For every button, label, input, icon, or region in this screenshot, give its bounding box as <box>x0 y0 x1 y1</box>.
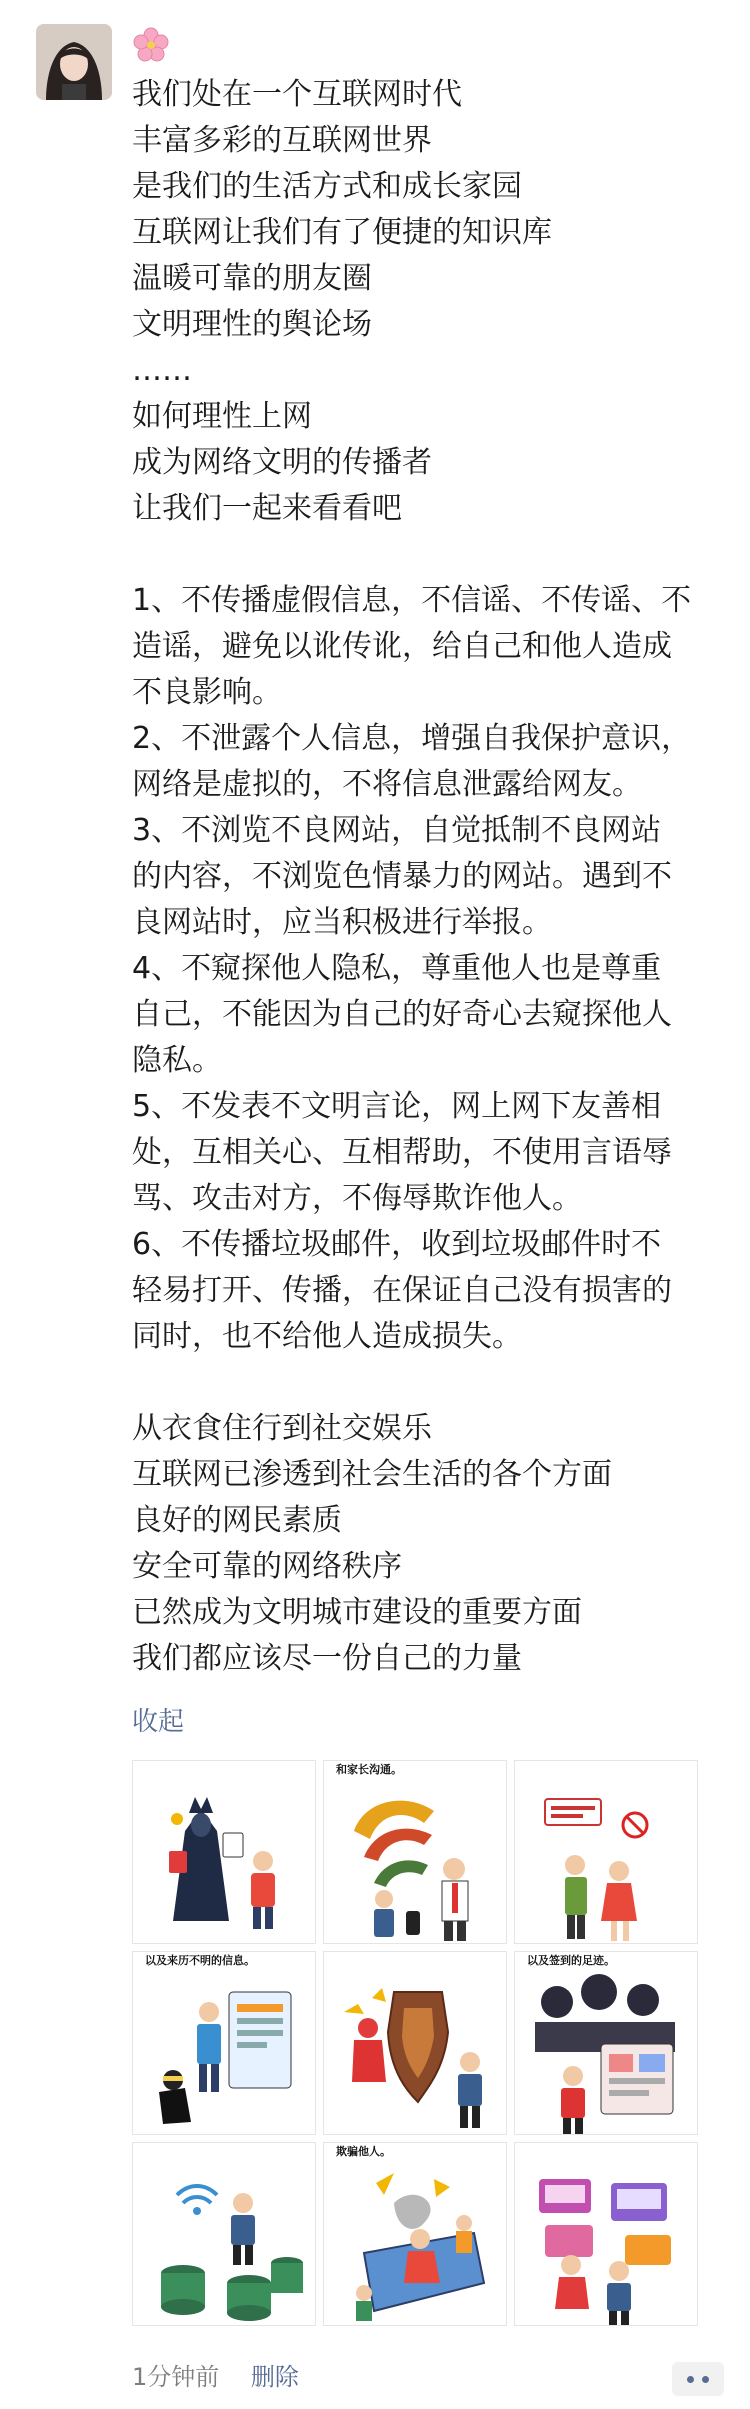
rule-line: 网络是虚拟的，不将信息泄露给网友。 <box>132 767 642 802</box>
post-line: 文明理性的舆论场 <box>132 307 372 342</box>
collapse-link[interactable]: 收起 <box>132 1707 185 1737</box>
rule-line: 4、不窥探他人隐私，尊重他人也是尊重 <box>132 951 662 986</box>
cherry-blossom-icon <box>132 26 170 64</box>
rule-line: 隐私。 <box>132 1043 222 1078</box>
post-line: …… <box>132 353 192 388</box>
post-line: 让我们一起来看看吧 <box>132 491 402 526</box>
paragraph-gap <box>132 532 722 578</box>
grid-image-5[interactable] <box>323 1951 507 2135</box>
grid-image-3[interactable] <box>514 1760 698 1944</box>
closing-line: 从衣食住行到社交娱乐 <box>132 1411 432 1446</box>
closing-line: 良好的网民素质 <box>132 1503 342 1538</box>
rule-line: 骂、攻击对方，不侮辱欺诈他人。 <box>132 1181 582 1216</box>
rule-line: 6、不传播垃圾邮件，收到垃圾邮件时不 <box>132 1227 662 1262</box>
rule-line: 同时，也不给他人造成损失。 <box>132 1319 522 1354</box>
rule-line: 轻易打开、传播，在保证自己没有损害的 <box>132 1273 672 1308</box>
rule-line: 良网站时，应当积极进行举报。 <box>132 905 552 940</box>
closing-line: 已然成为文明城市建设的重要方面 <box>132 1595 582 1630</box>
image-caption: 以及签到的足迹。 <box>527 1954 615 1967</box>
rule-line: 的内容，不浏览色情暴力的网站。遇到不 <box>132 859 672 894</box>
rule-line: 不良影响。 <box>132 675 282 710</box>
closing-line: 互联网已渗透到社会生活的各个方面 <box>132 1457 612 1492</box>
rule-line: 1、不传播虚假信息，不信谣、不传谣、不 <box>132 583 692 618</box>
closing-line: 安全可靠的网络秩序 <box>132 1549 402 1584</box>
grid-image-8[interactable] <box>323 2142 507 2326</box>
post-text <box>132 72 722 1682</box>
post-time: 1分钟前 <box>132 2363 220 2391</box>
post-meta <box>132 2360 323 2394</box>
post-line: 如何理性上网 <box>132 399 312 434</box>
rule-line: 自己，不能因为自己的好奇心去窥探他人 <box>132 997 672 1032</box>
post-line: 丰富多彩的互联网世界 <box>132 123 432 158</box>
post-line: 互联网让我们有了便捷的知识库 <box>132 215 552 250</box>
image-grid <box>132 1760 698 2326</box>
grid-image-2[interactable] <box>323 1760 507 1944</box>
grid-image-9[interactable] <box>514 2142 698 2326</box>
avatar[interactable] <box>36 24 112 100</box>
more-dots-icon[interactable] <box>672 2362 724 2396</box>
rule-line: 2、不泄露个人信息，增强自我保护意识， <box>132 721 692 756</box>
post-line: 我们处在一个互联网时代 <box>132 77 462 112</box>
rule-line: 3、不浏览不良网站，自觉抵制不良网站 <box>132 813 662 848</box>
paragraph-gap <box>132 1360 722 1406</box>
grid-image-7[interactable] <box>132 2142 316 2326</box>
delete-link[interactable]: 删除 <box>250 2363 299 2391</box>
grid-image-6[interactable] <box>514 1951 698 2135</box>
post-line: 成为网络文明的传播者 <box>132 445 432 480</box>
image-caption: 和家长沟通。 <box>336 1763 402 1776</box>
grid-image-1[interactable] <box>132 1760 316 1944</box>
rule-line: 5、不发表不文明言论，网上网下友善相 <box>132 1089 662 1124</box>
grid-image-4[interactable] <box>132 1951 316 2135</box>
image-caption: 以及来历不明的信息。 <box>145 1954 255 1967</box>
rule-line: 处，互相关心、互相帮助，不使用言语辱 <box>132 1135 672 1170</box>
post-line: 是我们的生活方式和成长家园 <box>132 169 522 204</box>
image-caption: 欺骗他人。 <box>336 2145 391 2158</box>
post-line: 温暖可靠的朋友圈 <box>132 261 372 296</box>
rule-line: 造谣，避免以讹传讹，给自己和他人造成 <box>132 629 672 664</box>
closing-line: 我们都应该尽一份自己的力量 <box>132 1641 522 1676</box>
